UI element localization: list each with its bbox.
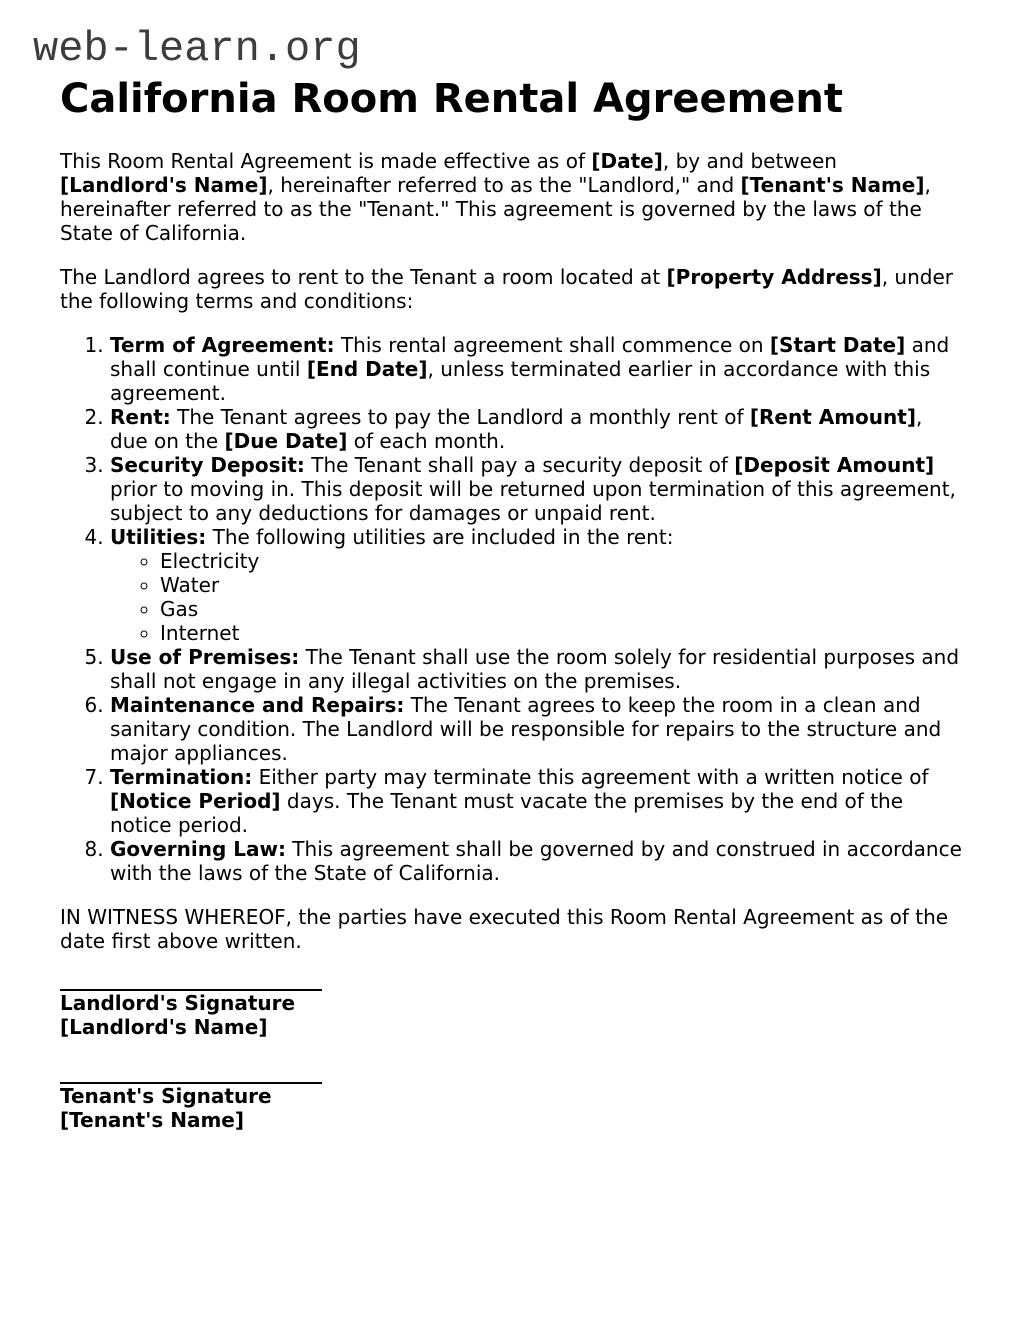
term-item-term-of-agreement: 1. Term of Agreement: This rental agreement shall commence on [Start Date] and shall continue until [End Date], unless terminated earlier in accordance with this agreement. xyxy=(110,333,965,405)
term-item-security-deposit: 3. Security Deposit: The Tenant shall pay a security deposit of [Deposit Amount] prior to moving in. This deposit will be returned upon termination of this agreement, subject to any deductions for damages or unpaid rent. xyxy=(110,453,965,525)
utility-item-gas: ◦ Gas xyxy=(160,597,965,621)
property-paragraph: The Landlord agrees to rent to the Tenant a room located at [Property Address], under the following terms and conditions: xyxy=(60,265,954,313)
term-item-maintenance-and-repairs: 6. Maintenance and Repairs: The Tenant agrees to keep the room in a clean and sanitary condition. The Landlord will be responsible for repairs to the structure and major appliances. xyxy=(110,693,965,765)
terms-list xyxy=(60,333,965,885)
term-item-governing-law: 8. Governing Law: This agreement shall be governed by and construed in accordance with the laws of the State of California. xyxy=(110,837,965,885)
term-item-use-of-premises: 5. Use of Premises: The Tenant shall use the room solely for residential purposes and shall not engage in any illegal activities on the premises. xyxy=(110,645,965,693)
document-content xyxy=(60,76,965,1132)
tenant-name-placeholder: [Tenant's Name] xyxy=(60,1108,244,1132)
landlord-name-placeholder: [Landlord's Name] xyxy=(60,1015,268,1039)
page-title: California Room Rental Agreement xyxy=(60,76,843,122)
term-item-utilities-text: Utilities: The following utilities are included in the rent: xyxy=(110,525,674,549)
utility-item-water: ◦ Water xyxy=(160,573,965,597)
signature-block-tenant xyxy=(60,1082,965,1132)
utility-item-electricity: ◦ Electricity xyxy=(160,549,965,573)
utilities-sublist xyxy=(110,549,965,645)
intro-paragraph: This Room Rental Agreement is made effective as of [Date], by and between [Landlord's Name], hereinafter referred to as the "Landlord," and [Tenant's Name], hereinafter referred to as the "Tenant." This agreement is governed by the laws of the State of California. xyxy=(60,149,931,245)
term-item-termination: 7. Termination: Either party may terminate this agreement with a written notice of [Notice Period] days. The Tenant must vacate the premises by the end of the notice period. xyxy=(110,765,965,837)
term-item-rent: 2. Rent: The Tenant agrees to pay the Landlord a monthly rent of [Rent Amount], due on the [Due Date] of each month. xyxy=(110,405,965,453)
witness-paragraph: IN WITNESS WHEREOF, the parties have executed this Room Rental Agreement as of the date first above written. xyxy=(60,905,949,953)
site-logo: web-learn.org xyxy=(33,25,361,73)
utility-item-internet: ◦ Internet xyxy=(160,621,965,645)
term-item-utilities xyxy=(110,525,965,645)
tenant-signature-label: Tenant's Signature xyxy=(60,1084,272,1108)
signature-block-landlord xyxy=(60,989,965,1039)
landlord-signature-label: Landlord's Signature xyxy=(60,991,296,1015)
